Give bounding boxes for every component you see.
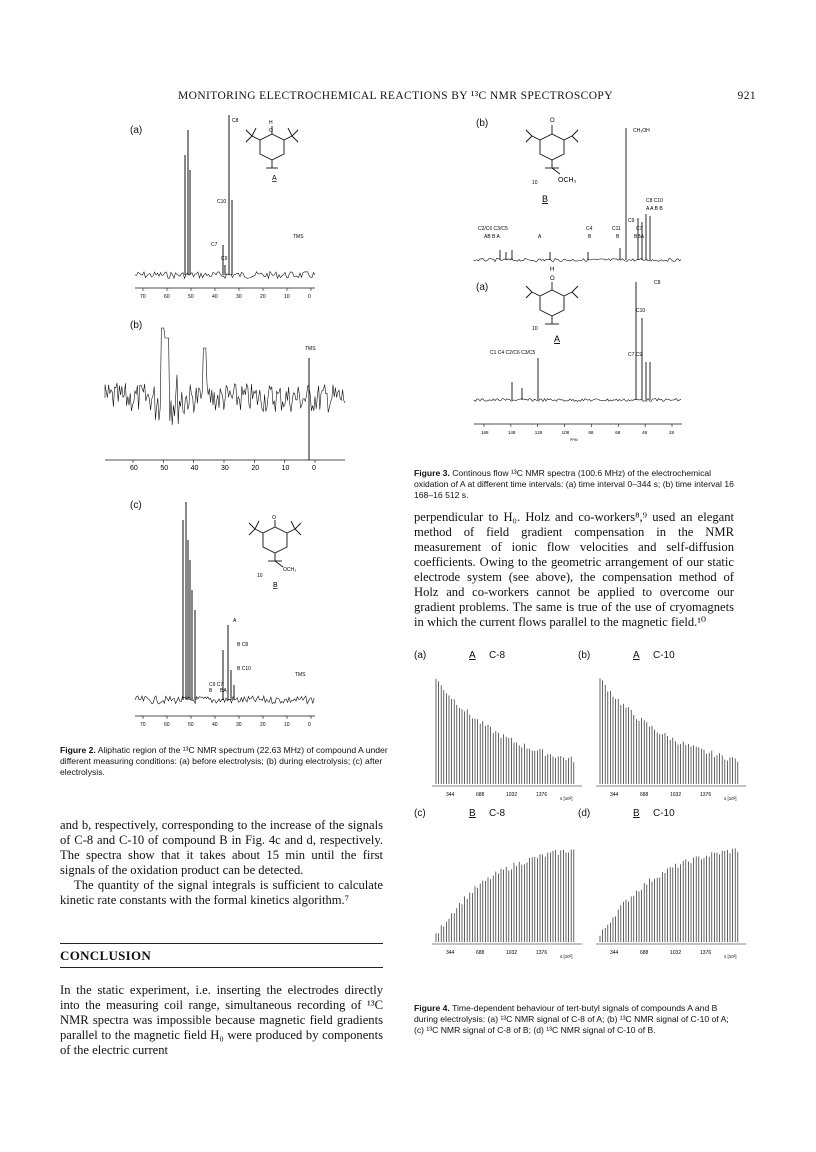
fig4-unit-label: s [10²] [560,954,573,959]
fig2-caption-label: Figure 2. [60,745,96,755]
right-paragraph [414,510,734,630]
fig3b-label-c7: C7 [636,226,643,232]
fig4-unit-label: s [10²] [724,796,737,801]
fig4-panel-0-compound: A [469,650,476,661]
axis-tick-label: 30 [221,465,229,472]
axis-tick-label: 70 [140,294,146,300]
fig4-unit-label: s [10²] [724,954,737,959]
fig4-tick-label: 344 [446,792,455,798]
axis-tick-label: 0 [312,465,316,472]
conclusion-text: In the static experiment, i.e. inserting the electrodes directly into the measuring coil range, simultaneous recording of ¹³C NMR spectra was impossible because magnetic field gradients parallel to the magnetic field H₀ were produced by components of the electric current [60,983,383,1057]
axis-tick-label: 128 [534,430,543,435]
left-para-1: and b, respectively, corresponding to the increase of the signals of C-8 and C-10 of compound B in Fig. 4c and d, respectively. The spectra show that it takes about 15 min until the first signals of the oxidation product can be detected. [60,818,383,877]
fig4-tick-label: 344 [446,950,455,956]
axis-tick-label: 168 [481,430,489,435]
fig2c-label-b: B [209,688,213,694]
fig4-panel-3-compound: B [633,808,640,819]
fig4-tick-label: 344 [610,950,619,956]
fig2c-structure-B [235,515,315,595]
fig4-tick-label: 1032 [670,792,682,798]
axis-tick-label: 70 [140,722,146,728]
fig2c-label-bc10: B C10 [237,666,251,672]
fig2c-label-bc8: B C8 [237,642,249,648]
fig4-tick-label: 1376 [700,950,712,956]
fig3b-label-ch3oh: CH₃OH [633,128,650,134]
axis-tick-label: 10 [284,294,290,300]
right-para-text: perpendicular to H₀. Holz and co-workers⁸,⁹ used an elegant method of field gradient compensation in the NMR measurement of ionic flow velocities and self-diffusion coefficients. Owing to the geometric arrangement of our static electrode system (see above), the compensation method of Holz and co-workers cannot be applied to overcome our gradient problems. The same is true of the use of cryomagnets in which the current flows parallel to the magnetic field.¹⁰ [414,510,734,629]
svg-text:O: O [550,118,555,124]
svg-text:10: 10 [532,326,538,332]
fig4-caption [414,1003,734,1036]
running-title: MONITORING ELECTROCHEMICAL REACTIONS BY ¹³C NMR SPECTROSCOPY [178,90,613,102]
fig4-panel-2-signal: C-8 [489,808,506,819]
fig3b-label-abba: AB B A [484,234,500,240]
axis-tick-label: 30 [236,294,242,300]
fig3b-label-bba: BBA [634,234,645,240]
fig2a-compound-label: A [272,175,277,182]
fig2c-label-a: A [233,618,237,624]
fig4-tick-label: 1376 [536,950,548,956]
axis-tick-label: 10 [284,722,290,728]
fig4-panel-3-signal: C-10 [653,808,675,819]
fig3-caption-text: Continous flow ¹³C NMR spectra (100.6 MHz) of the electrochemical oxidation of A at different time intervals: (a) time interval 0–344 s; (b) time interval 16 168–16 512 s. [414,468,734,500]
fig4-panel-3-label: (d) [578,808,591,819]
fig4-panel-3-plot [596,820,756,960]
fig2a-label-c10: C10 [217,199,227,205]
fig2a-label-c9: C9 [221,256,228,262]
fig4-panel-1-compound: A [633,650,640,661]
fig2c-noise-trace [135,696,314,704]
axis-tick-label: 68 [615,430,621,435]
fig2-caption [60,745,390,778]
fig2b-spectrum [95,318,355,473]
svg-text:OCH₃: OCH₃ [558,177,577,184]
left-para-2: The quantity of the signal integrals is sufficient to calculate kinetic rate constants with the formal kinetics algorithm.⁷ [60,878,383,907]
fig3a-unit: PPM [570,438,578,442]
fig4-panel-1-plot [596,662,756,802]
axis-tick-label: 60 [130,465,138,472]
fig4-panel-2-label: (c) [414,808,426,819]
svg-text:O: O [269,128,273,134]
fig2c-label-ba: BA [220,688,227,694]
fig2c-label-tms: TMS [295,672,306,678]
fig3a-axis [481,424,675,435]
fig2a-label-c8: C8 [232,118,239,124]
axis-tick-label: 148 [507,430,516,435]
axis-tick-label: 40 [190,465,199,472]
svg-text:10: 10 [532,180,538,186]
fig4-unit-label: s [10²] [560,796,573,801]
axis-tick-label: 20 [260,294,266,300]
fig3b-label: (b) [476,118,489,129]
fig3a-label: (a) [476,282,489,293]
fig3a-trace [474,282,681,401]
fig4-tick-label: 344 [610,792,619,798]
fig2a-label: (a) [130,125,143,136]
fig4-tick-label: 1032 [670,950,682,956]
axis-tick-label: 28 [669,430,675,435]
svg-text:OCH₃: OCH₃ [283,567,297,573]
axis-tick-label: 60 [164,294,170,300]
fig3b-label-c2c6: C2/C6 C3/C5 [478,226,508,232]
axis-tick-label: 50 [160,465,169,472]
fig4-tick-label: 688 [476,950,485,956]
fig4-tick-label: 1376 [700,792,712,798]
fig4-panel-0-plot [432,662,592,802]
fig3b-spectrum [470,110,690,270]
fig3a-label-c8: C8 [654,280,661,286]
svg-text:O: O [272,515,276,521]
fig4-tick-label: 1032 [506,792,518,798]
conclusion-rule-bottom [60,967,383,968]
axis-tick-label: 60 [164,722,170,728]
axis-tick-label: 10 [281,465,290,472]
fig2c-axis [140,716,311,728]
fig3b-label-c9: C9 [628,218,635,224]
fig2b-axis [130,460,316,472]
fig2a-label-c7: C7 [211,242,218,248]
axis-tick-label: 108 [561,430,570,435]
fig2c-label-c9c7: C9 C7 [209,682,224,688]
fig2c-label: (c) [130,500,142,511]
fig3a-label-c1c4: C1 C4 C2/C6 C3/C5 [490,350,536,356]
fig4-tick-label: 688 [640,950,649,956]
axis-tick-label: 40 [212,294,218,300]
page-number: 921 [737,90,756,102]
svg-text:10: 10 [257,573,263,579]
fig3b-label-b2: B [616,234,620,240]
fig3b-label-b: B [588,234,592,240]
fig4-tick-label: 688 [476,792,485,798]
fig4-caption-text: Time-dependent behaviour of tert-butyl signals of compounds A and B during electrolysis: (a) ¹³C NMR signal of C-8 of A; (b) ¹³C NMR signal of C-10 of A; (c) ¹³C NMR signal of C-8 of B; (d) ¹³C NMR signal of C-10 of B. [414,1003,729,1035]
fig2c-compound-label: B [273,582,278,589]
axis-tick-label: 0 [308,294,311,300]
axis-tick-label: 50 [188,294,194,300]
fig4-caption-label: Figure 4. [414,1003,450,1013]
axis-tick-label: 50 [188,722,194,728]
fig3a-compound-label: A [554,334,561,344]
fig3b-trace [474,128,681,262]
axis-tick-label: 20 [260,722,266,728]
fig2-caption-text: Aliphatic region of the ¹³C NMR spectrum (22.63 MHz) of compound A under different measuring conditions: (a) before electrolysis; (b) during electrolysis; (c) after electrolysis. [60,745,388,777]
axis-tick-label: 0 [308,722,311,728]
fig3-caption [414,468,734,501]
fig3a-label-c7c9: C7 C9 [628,352,643,358]
svg-text:O: O [550,276,555,282]
fig4-panel-0-label: (a) [414,650,427,661]
fig4-tick-label: 688 [640,792,649,798]
fig2b-label-tms: TMS [305,346,316,352]
fig3b-label-a: A [538,234,542,240]
fig4-panel-0-signal: C-8 [489,650,506,661]
left-column-text [60,818,383,908]
fig2b-label: (b) [130,320,143,331]
fig2a-axis [140,288,311,300]
fig4-tick-label: 1032 [506,950,518,956]
svg-text:H: H [550,267,555,273]
fig3-caption-label: Figure 3. [414,468,450,478]
axis-tick-label: 20 [251,465,260,472]
fig2a-label-tms: TMS [293,234,304,240]
fig3b-label-c8c10: C8 C10 [646,198,663,204]
fig4-panel-2-plot [432,820,592,960]
svg-text:H: H [269,120,273,126]
conclusion-paragraph [60,983,383,1058]
conclusion-heading: CONCLUSION [60,948,152,963]
fig2a-structure-A [230,120,310,190]
axis-tick-label: 40 [212,722,218,728]
fig4-panel-1-label: (b) [578,650,591,661]
axis-tick-label: 48 [642,430,648,435]
axis-tick-label: 88 [588,430,594,435]
fig3a-spectrum [470,262,690,462]
fig3a-label-c10: C10 [636,308,646,314]
fig3b-label-c4: C4 [586,226,593,232]
axis-tick-label: 30 [236,722,242,728]
fig3b-label-aabb: A A B B [646,206,663,212]
fig4-panel-2-compound: B [469,808,476,819]
fig4-panel-1-signal: C-10 [653,650,675,661]
conclusion-rule-top [60,943,383,944]
fig3b-compound-label: B [542,194,549,204]
fig3b-label-c11: C11 [612,226,621,232]
fig4-tick-label: 1376 [536,792,548,798]
